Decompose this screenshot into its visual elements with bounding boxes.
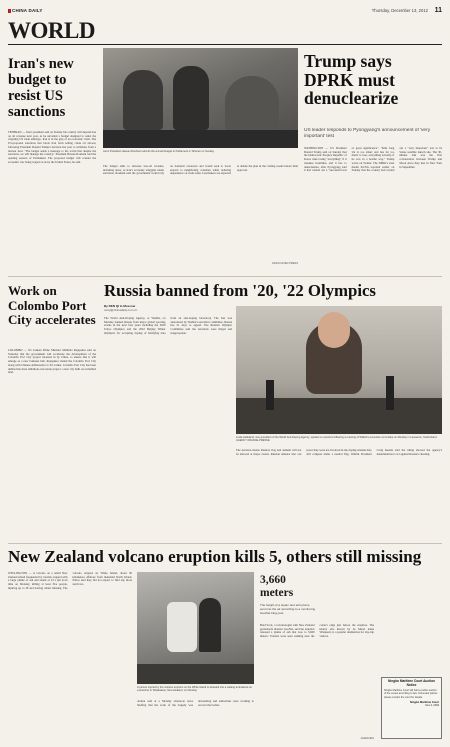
nz-stat-number: 3,660 meters <box>260 574 294 599</box>
trump-credit: ASSOCIATED PRESS <box>271 262 298 265</box>
iran-photo-caption: Iran's President Hassan Rouhani submits the annual budget to Parliament in Teheran on Sunday. <box>103 150 215 153</box>
section-label: WORLD <box>8 18 95 43</box>
iran-body-continued: The budget aims to increase non-oil revenue, including taxes, as Iran's economy struggles under sanctions. Rouhani said the government would rely on domestic resources and would seek to boost exports to neighboring countries while reducing dependence on crude sales. Lawmakers are expected to debate the plan in the coming weeks before final approval. <box>103 165 298 176</box>
byline-email: renqi@chinadaily.com.cn <box>104 307 138 312</box>
russia-body-continued: The decision means Russia's flag and anthem will not be allowed at major events. Russian athletes who can prove they were not involved in the doping scheme may still compete under a neutral flag. WADA President Craig Reedie said the ruling showed the agency's determination to act against Russia's cheating. <box>236 449 442 456</box>
russia-photo-caption: Linda Helleland, vice-president of the World Anti-Doping Agency, speaks to reporters following a meeting of WADA's executive committee on Monday in Lausanne, Switzerland. AGENCY FRANCE-PRESSE <box>236 436 438 443</box>
iran-body: TEHERAN — Iran's president said on Sunday his country will depend less on oil revenue next year, as he unveiled a budget designed to resist the crippling US trade embargo. Iran is in the grip of an economic crisis. The US-proposed sanctions that block Iran from selling crude oil abroad, following President Donald Trump's decision last year to withdraw from a nuclear deal. "The budget sends a message to the world that despite the sanctions, we will manage the country," President Hassan Rouhani told the opening session of Parliament. The proposed budget will counter the economic war being waged on us by the United States, he said. <box>8 131 96 164</box>
masthead <box>8 6 442 18</box>
nz-photo <box>137 572 254 684</box>
nz-headline: New Zealand volcano eruption kills 5, others still missing <box>8 547 422 566</box>
iran-headline: Iran's new budget to resist US sanctions <box>8 56 74 120</box>
logo-mark-icon <box>8 9 11 13</box>
byline-name: By REN QI in Moscow <box>104 305 136 308</box>
date-line: Thursday, December 13, 2012 <box>371 8 428 13</box>
russia-photo <box>236 306 442 434</box>
colombo-headline: Work on Colombo Port City accelerates <box>8 284 96 327</box>
header-rule <box>8 44 442 45</box>
notice-date: Dec 2, 2019 <box>425 703 439 707</box>
nz-body-col3: Brad Scott, a volcanologist with New Zealand geohazards monitor GeoNet, said the eruption released a plume of ash that rose to 3,660 meters. Tourists were seen walking near the crater's edge just before the eruption. The island, also known by its Maori name Whakaari, is a popular destination for day-trip visitors. <box>260 624 374 639</box>
nz-photo-caption: A person injured by the volcano eruption on the White Island is wheeled into a waiting ambulance on a stretcher in Whakatane, New Zealand, on Monday. <box>137 686 253 693</box>
notice-title: Ningbo Maritime Court Auction Notice <box>388 679 435 687</box>
nz-body-continued: Ardern said at a Monday afternoon news briefing that the scale of the tragedy was devastating and authorities were working to recover the bodies. <box>137 700 254 707</box>
trump-subhead: US leader responds to Pyongyang's announcement of 'very important' test <box>304 128 431 139</box>
auction-notice <box>381 677 442 739</box>
nz-credit: AGENCIES <box>360 737 374 740</box>
trump-headline: Trump says DPRK must denuclearize <box>304 52 399 108</box>
iran-photo <box>103 48 298 148</box>
russia-headline: Russia banned from '20, '22 Olympics <box>104 281 376 300</box>
divider-1 <box>8 276 442 277</box>
russia-body: The World Anti-Doping Agency, or WADA, on Monday banned Russia from major global sporting events in the next four years including the 2020 Tokyo Olympics and the 2022 Beijing Winter Olympics for accepting doping of falsifying data from an anti-doping laboratory. The ban was announced by WADA's executive committee. Russia has 21 days to appeal. The Russian Olympic Committee said the sanctions were illegal and inappropriate. <box>104 317 232 335</box>
russia-byline <box>104 305 168 315</box>
notice-sign: Ningbo Maritime Court <box>410 700 439 704</box>
page-number: 11 <box>434 7 442 14</box>
divider-2 <box>8 543 442 544</box>
nz-stat-text: The height of a steam and ash plume sent into the air according to a monitoring GeoNet blog post. <box>260 604 316 615</box>
trump-body: WASHINGTON — US President Donald Trump said on Sunday that the Democratic People's Republic of Korea risks losing "everything" if it resumes hostilities and it has to denuclearize, after Pyongyang said it had carried out a "successful test of great significance". "Kim Jong Un is too smart and has far too much to lose, everything actually, if he acts in a hostile way," Trump wrote on Twitter. The DPRK's state media KCNA reported earlier on Sunday that the country had carried out a "very important" test at its Sohae satellite launch site. The 30-minute talk was the first conversation between Trump and Moon since they met in New York in September. <box>304 147 442 173</box>
notice-body: Ningbo Maritime Court will hold a public auction of the vessel according to law. Interested parties please contact the court for details. <box>384 689 438 699</box>
nz-body: WELLINGTON — A volcano on a small New Zealand island frequented by tourists erupted with a large plume of ash and steam at 2:11 pm local time on Monday, killing at least five people, injuring up to 30 and leaving others missing. The volcano erupted on White Island, about 50 kilometers offshore from mainland North Island. Police said they did not expect to find any more survivors. <box>8 572 132 590</box>
colombo-body: COLOMBO — Sri Lankan Prime Minister Mahinda Rajapaksa said on Saturday that his government will accelerate the development of the Colombo Port City project invested in by China, to ensure that it will emerge as a new business hub. Rajapaksa visited the Colombo Port City along with Chinese Ambassador to Sri Lanka. Colombo Port City has been dubbed the most ambitious real estate project, a new city built on reclaimed land. <box>8 349 96 375</box>
china-daily-logo: CHINA DAILY <box>12 8 43 13</box>
